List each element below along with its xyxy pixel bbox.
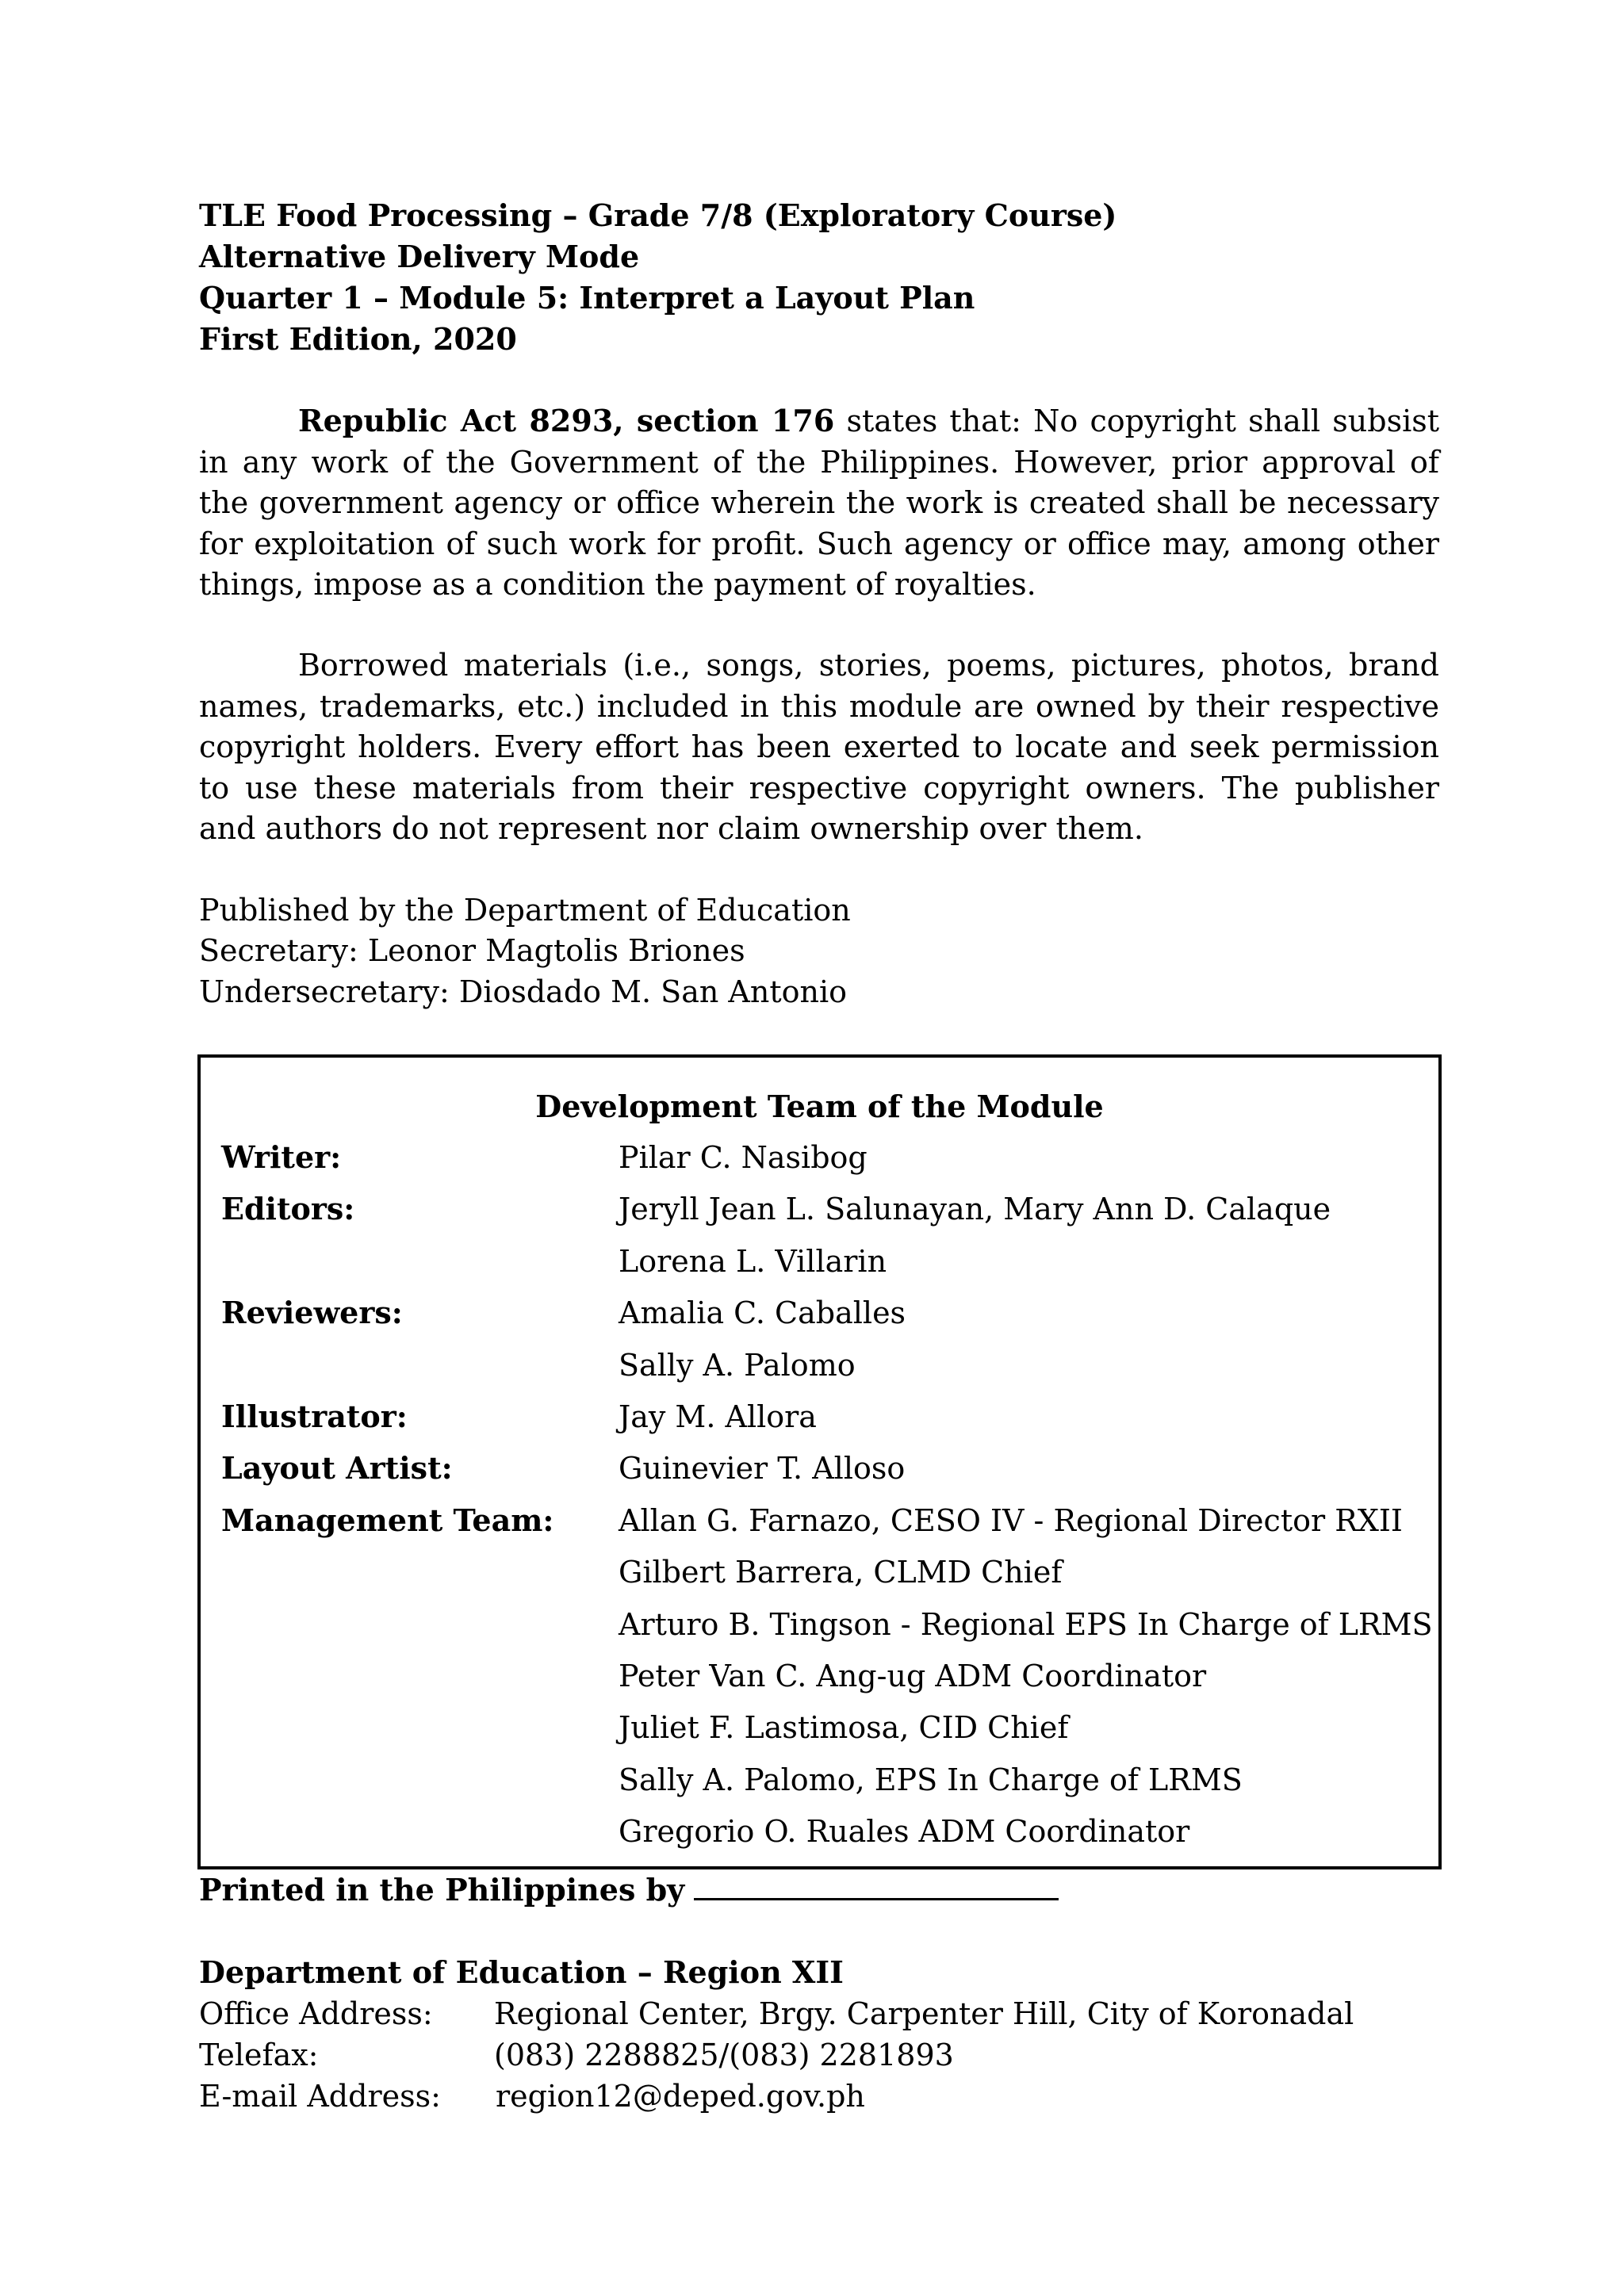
team-member-name: Pilar C. Nasibog	[619, 1140, 868, 1175]
email-address[interactable]: region12@deped.gov.ph	[496, 2079, 865, 2114]
team-member-name: Sally A. Palomo, EPS In Charge of LRMS	[619, 1762, 1243, 1797]
office-address-label: Office Address:	[199, 1996, 433, 2031]
office-address: Regional Center, Brgy. Carpenter Hill, City of Koronadal	[494, 1996, 1354, 2031]
email-label: E-mail Address:	[199, 2079, 441, 2114]
team-row	[221, 1188, 1431, 1240]
office-name: Department of Education – Region XII	[199, 1954, 844, 1990]
team-role: Reviewers:	[221, 1295, 403, 1331]
team-member-name: Arturo B. Tingson - Regional EPS In Charge of LRMS	[619, 1606, 1433, 1642]
team-member-name: Gregorio O. Ruales ADM Coordinator	[619, 1814, 1190, 1850]
borrowed-materials-notice	[199, 645, 1439, 850]
team-row	[221, 1345, 1431, 1396]
team-row	[221, 1759, 1431, 1811]
email-row	[199, 2076, 865, 2117]
team-role: Writer:	[221, 1139, 342, 1175]
published-by: Published by the Department of Education	[199, 893, 851, 928]
development-team-box	[197, 1054, 1442, 1869]
telefax-row	[199, 2034, 954, 2076]
team-row	[221, 1500, 1431, 1552]
telefax: (083) 2288825/(083) 2281893	[494, 2038, 954, 2072]
copyright-lead: Republic Act 8293, section 176	[298, 403, 835, 438]
telefax-label: Telefax:	[199, 2038, 319, 2072]
team-role: Layout Artist:	[221, 1450, 453, 1487]
team-role: Illustrator:	[221, 1399, 408, 1434]
course-title: TLE Food Processing – Grade 7/8 (Exploratory Course)	[199, 197, 1117, 233]
team-row	[221, 1811, 1431, 1862]
undersecretary: Undersecretary: Diosdado M. San Antonio	[199, 974, 847, 1009]
module-title: Quarter 1 – Module 5: Interpret a Layout Plan	[199, 280, 975, 316]
team-member-name: Allan G. Farnazo, CESO IV - Regional Director RXII	[619, 1502, 1403, 1538]
team-row	[221, 1396, 1431, 1448]
team-row	[221, 1552, 1431, 1603]
team-row	[221, 1137, 1431, 1188]
copyright-notice	[199, 400, 1439, 606]
office-address-row	[199, 1993, 1354, 2034]
team-row	[221, 1241, 1431, 1292]
team-member-name: Jay M. Allora	[619, 1399, 817, 1434]
delivery-mode: Alternative Delivery Mode	[199, 239, 640, 274]
team-member-name: Sally A. Palomo	[619, 1347, 856, 1383]
team-member-name: Lorena L. Villarin	[619, 1243, 887, 1279]
borrowed-text: Borrowed materials (i.e., songs, stories, poems, pictures, photos, brand names, trademarks, etc.) included in this module are owned by their respective copyright holders. Every effort has been exerted to locate and seek permission to use these materials from their respective copyright owners. The publisher and authors do not represent nor claim ownership over them.	[199, 648, 1439, 846]
development-team-title: Development Team of the Module	[535, 1089, 1104, 1124]
secretary: Secretary: Leonor Magtolis Briones	[199, 933, 745, 968]
team-member-name: Guinevier T. Alloso	[619, 1451, 906, 1487]
team-member-name: Jeryll Jean L. Salunayan, Mary Ann D. Calaque	[619, 1192, 1331, 1227]
printed-by-label: Printed in the Philippines by	[199, 1872, 685, 1908]
team-row	[221, 1604, 1431, 1655]
printed-by	[199, 1869, 1059, 1911]
team-role: Management Team:	[221, 1502, 554, 1538]
edition: First Edition, 2020	[199, 321, 517, 357]
team-row	[221, 1707, 1431, 1758]
team-row	[221, 1448, 1431, 1499]
team-member-name: Juliet F. Lastimosa, CID Chief	[619, 1710, 1069, 1746]
team-row	[221, 1292, 1431, 1344]
printer-blank-line	[694, 1869, 1059, 1900]
team-member-name: Amalia C. Caballes	[619, 1295, 906, 1331]
team-member-name: Peter Van C. Ang-ug ADM Coordinator	[619, 1659, 1207, 1693]
team-member-name: Gilbert Barrera, CLMD Chief	[619, 1555, 1063, 1590]
copyright-text: states that: No copyright shall subsist in any work of the Government of the Philippines. However, prior approval of the government agency or office wherein the work is created shall be necessary for exploitation of such work for profit. Such agency or office may, among other things, impose as a condition the payment of royalties.	[199, 404, 1440, 602]
team-row	[221, 1655, 1431, 1707]
team-role: Editors:	[221, 1191, 355, 1227]
